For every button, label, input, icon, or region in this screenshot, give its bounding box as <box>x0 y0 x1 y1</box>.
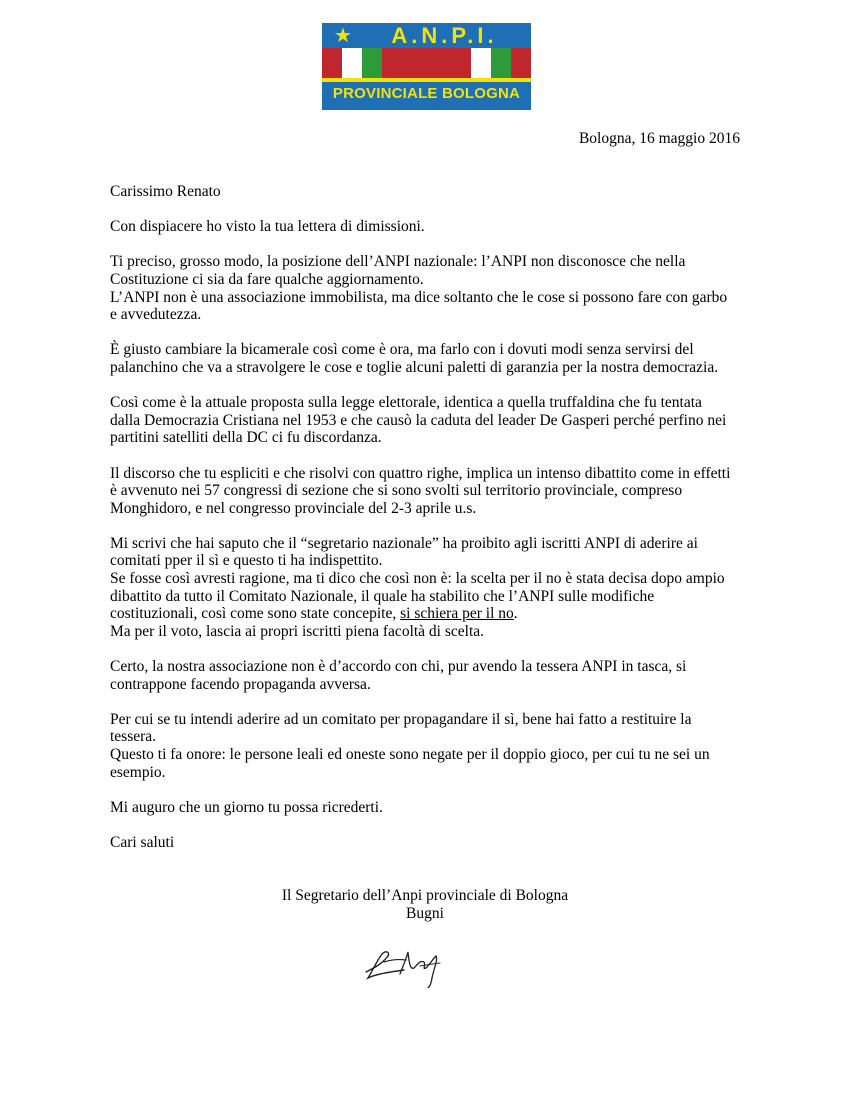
text-fragment: costituzionali, così come sono state concepite, <box>110 605 401 623</box>
paragraph <box>110 341 750 376</box>
closing <box>110 834 750 852</box>
paragraph <box>110 658 750 693</box>
text-line: comitati pper il sì e questo ti ha indispettito. <box>110 552 383 570</box>
star-icon: ★ <box>334 23 352 47</box>
text-line: tessera. <box>110 728 157 746</box>
text-line: Il discorso che tu espliciti e che risolvi con quattro righe, implica un intenso dibattito come in effetti <box>110 464 731 482</box>
logo-title: A.N.P.I. <box>391 23 498 48</box>
text-line: Ti preciso, grosso modo, la posizione dell’ANPI nazionale: l’ANPI non disconosce che nella <box>110 253 686 271</box>
text-line: Monghidoro, e nel congresso provinciale del 2-3 aprile u.s. <box>110 499 477 517</box>
text-line: Cari saluti <box>110 833 175 851</box>
logo-flag-stripes <box>322 48 531 78</box>
paragraph <box>110 799 750 817</box>
text-line: esempio. <box>110 763 166 781</box>
handwritten-signature <box>360 938 450 988</box>
text-line: Con dispiacere ho visto la tua lettera di dimissioni. <box>110 218 425 236</box>
paragraph <box>110 218 750 236</box>
paragraph <box>110 253 750 323</box>
text-line: Mi scrivi che hai saputo che il “segretario nazionale” ha proibito agli iscritti ANPI di aderire ai <box>110 534 698 552</box>
greeting: Carissimo Renato <box>110 183 221 200</box>
text-fragment: . <box>513 605 518 623</box>
text-line: È giusto cambiare la bicamerale così come è ora, ma farlo con i dovuti modi senza servirsi del <box>110 341 694 359</box>
text-line: L’ANPI non è una associazione immobilista, ma dice soltanto che le cose si possono fare con garbo <box>110 288 728 306</box>
text-line: e avvedutezza. <box>110 306 202 324</box>
underlined-phrase: si schiera per il no <box>400 605 514 623</box>
text-line: palanchino che va a stravolgere le cose e toglie alcuni paletti di garanzia per la nostra democrazia. <box>110 358 719 376</box>
signature-block <box>0 887 850 923</box>
text-line: dibattito da tutto il Comitato Nazionale, il quale ha stabilito che l’ANPI sulle modifiche <box>110 587 655 605</box>
signer-name: Bugni <box>406 905 444 922</box>
text-line: Ma per il voto, lascia ai propri iscritti piena facoltà di scelta. <box>110 622 485 640</box>
text-line: partitini satelliti della DC ci fu discordanza. <box>110 429 382 447</box>
paragraph <box>110 465 750 518</box>
text-line <box>110 605 750 623</box>
text-line: Questo ti fa onore: le persone leali ed oneste sono negate per il doppio gioco, per cui tu ne sei un <box>110 746 710 763</box>
text-line: è avvenuto nei 57 congressi di sezione che si sono svolti sul territorio provinciale, compreso <box>110 482 683 500</box>
text-line: Mi auguro che un giorno tu possa ricrederti. <box>110 798 383 816</box>
text-line: Così come è la attuale proposta sulla legge elettorale, identica a quella truffaldina che fu tentata <box>110 394 702 412</box>
anpi-logo <box>322 23 531 110</box>
paragraph <box>110 394 750 447</box>
paragraph <box>110 535 750 641</box>
letter-body <box>110 183 750 869</box>
paragraph <box>110 711 750 781</box>
text-line: Certo, la nostra associazione non è d’accordo con chi, pur avendo la tessera ANPI in tasca, si <box>110 658 687 676</box>
text-line: Per cui se tu intendi aderire ad un comitato per propagandare il sì, bene hai fatto a restituire la <box>110 710 692 728</box>
text-line: contrappone facendo propaganda avversa. <box>110 675 371 693</box>
letter-date: Bologna, 16 maggio 2016 <box>578 130 740 147</box>
text-line: Se fosse così avresti ragione, ma ti dico che così non è: la scelta per il no è stata decisa dopo ampio <box>110 570 725 588</box>
signer-role: Il Segretario dell’Anpi provinciale di Bologna <box>281 887 569 904</box>
text-line: dalla Democrazia Cristiana nel 1953 e che causò la caduta del leader De Gasperi perché perfino nei <box>110 411 727 429</box>
text-line: Costituzione ci sia da fare qualche aggiornamento. <box>110 270 424 288</box>
logo-subtitle: PROVINCIALE BOLOGNA <box>332 85 521 102</box>
